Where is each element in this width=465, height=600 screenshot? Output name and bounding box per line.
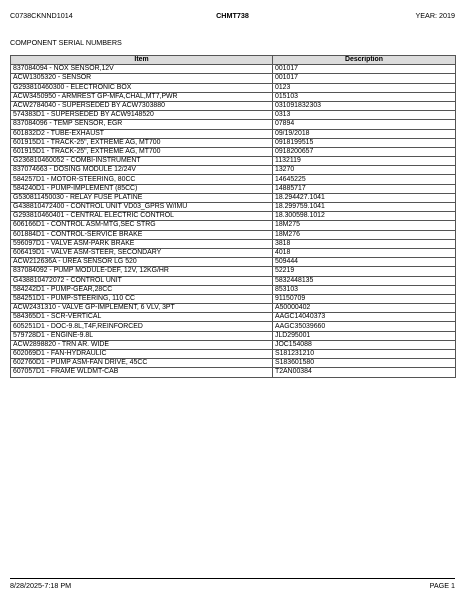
table-row (11, 285, 456, 294)
table-row (11, 350, 456, 359)
table-row (11, 322, 456, 331)
item-cell: 602069D1 - FAN-HYDRAULIC (11, 350, 273, 359)
item-cell: 584365D1 - SCR-VERTICAL (11, 313, 273, 322)
table-row (11, 368, 456, 377)
section-title: COMPONENT SERIAL NUMBERS (10, 38, 122, 47)
table-body (11, 65, 456, 377)
description-cell: 18.299759.1041 (273, 203, 456, 212)
description-cell: 853103 (273, 285, 456, 294)
table-row (11, 340, 456, 349)
item-cell: 584251D1 - PUMP-STEERING, 110 CC (11, 294, 273, 303)
description-cell: 18M275 (273, 221, 456, 230)
item-cell: ACW3450950 - ARMREST GP-MFA,CHAL,MT7,PWR (11, 92, 273, 101)
description-cell: 52219 (273, 267, 456, 276)
description-cell: 001017 (273, 65, 456, 74)
item-cell: 579728D1 - ENGINE-9.8L (11, 331, 273, 340)
table-row (11, 304, 456, 313)
description-cell: 09/19/2018 (273, 129, 456, 138)
description-cell: 14885717 (273, 184, 456, 193)
table-row (11, 267, 456, 276)
item-cell: ACW1305320 - SENSOR (11, 74, 273, 83)
item-cell: 596097D1 - VALVE ASM-PARK BRAKE (11, 239, 273, 248)
description-cell: S181231210 (273, 350, 456, 359)
table-row (11, 193, 456, 202)
item-cell: 606419D1 - VALVE ASM-STEER, SECONDARY (11, 248, 273, 257)
table-row (11, 313, 456, 322)
item-cell: 837084092 - PUMP MODULE-DEF, 12V, 12KG/HR (11, 267, 273, 276)
print-timestamp: 8/28/2025-7:18 PM (10, 581, 72, 590)
table-row (11, 101, 456, 110)
description-cell: JOC154088 (273, 340, 456, 349)
table-row (11, 239, 456, 248)
item-cell: G438810472400 - CONTROL UNIT VD03_GPRS W/IMU (11, 203, 273, 212)
item-cell: 837084094 - NOX SENSOR,12V (11, 65, 273, 74)
table-row (11, 175, 456, 184)
item-cell: G530811450030 - RELAY FUSE PLATINE (11, 193, 273, 202)
description-cell: A50000402 (273, 304, 456, 313)
item-cell: 574383D1 - SUPERSEDED BY ACW9148520 (11, 111, 273, 120)
item-cell: G293810460401 - CENTRAL ELECTRIC CONTROL (11, 212, 273, 221)
description-cell: 07894 (273, 120, 456, 129)
item-cell: 605251D1 - DOC-9.8L,T4F,REINFORCED (11, 322, 273, 331)
description-cell: AAGC14040373 (273, 313, 456, 322)
description-cell: T2AN00384 (273, 368, 456, 377)
description-cell: AAGC35039660 (273, 322, 456, 331)
table-row (11, 258, 456, 267)
table-header-row (11, 56, 456, 65)
component-serial-table (10, 55, 456, 378)
table-row (11, 184, 456, 193)
item-cell: 837074663 - DOSING MODULE 12/24V (11, 166, 273, 175)
table-row (11, 221, 456, 230)
description-cell: 18.300598.1012 (273, 212, 456, 221)
item-cell: G438810472072 - CONTROL UNIT (11, 276, 273, 285)
description-cell: 0313 (273, 111, 456, 120)
description-cell: 18M276 (273, 230, 456, 239)
item-cell: ACW2898820 - TRN AR. WIDE (11, 340, 273, 349)
table-row (11, 65, 456, 74)
item-cell: 601915D1 - TRACK-25", EXTREME AG, MT700 (11, 138, 273, 147)
item-cell: 601915D1 - TRACK-25", EXTREME AG, MT700 (11, 147, 273, 156)
item-cell: G236810460052 - COMBI-INSTRUMENT (11, 157, 273, 166)
description-cell: 1132119 (273, 157, 456, 166)
item-cell: 837084096 - TEMP SENSOR, EGR (11, 120, 273, 129)
description-cell: 031091832303 (273, 101, 456, 110)
item-cell: ACW2784040 - SUPERSEDED BY ACW7303880 (11, 101, 273, 110)
item-cell: G293810460300 - ELECTRONIC BOX (11, 83, 273, 92)
description-cell: 0918200657 (273, 147, 456, 156)
description-cell: 14645225 (273, 175, 456, 184)
table-row (11, 276, 456, 285)
column-header-item: Item (11, 56, 273, 65)
page-number: PAGE 1 (429, 581, 455, 590)
document-code: CHMT738 (216, 11, 249, 20)
table-row (11, 83, 456, 92)
description-cell: 509444 (273, 258, 456, 267)
table-row (11, 129, 456, 138)
serial-number: C0738CKNND1014 (10, 11, 73, 20)
model-year: YEAR: 2019 (415, 11, 455, 20)
item-cell: 602760D1 - PUMP ASM-FAN DRIVE, 45CC (11, 359, 273, 368)
table-row (11, 359, 456, 368)
item-cell: ACW2431310 - VALVE GP-IMPLEMENT, 6 VLV, 3PT (11, 304, 273, 313)
table-row (11, 147, 456, 156)
table-row (11, 212, 456, 221)
description-cell: 13270 (273, 166, 456, 175)
item-cell: 584257D1 - MOTOR-STEERING, 80CC (11, 175, 273, 184)
item-cell: 607057D1 - FRAME WLDMT-CAB (11, 368, 273, 377)
item-cell: ACW212636A - UREA SENSOR LG 520 (11, 258, 273, 267)
column-header-description: Description (273, 56, 456, 65)
description-cell: 3818 (273, 239, 456, 248)
table-row (11, 111, 456, 120)
description-cell: 5832448135 (273, 276, 456, 285)
table-row (11, 294, 456, 303)
table-row (11, 230, 456, 239)
table-row (11, 248, 456, 257)
table-row (11, 203, 456, 212)
item-cell: 584242D1 - PUMP-GEAR,28CC (11, 285, 273, 294)
description-cell: 0918199515 (273, 138, 456, 147)
table-row (11, 138, 456, 147)
table-row (11, 157, 456, 166)
item-cell: 606166D1 - CONTROL ASM-MTG,SEC STRG (11, 221, 273, 230)
item-cell: 584240D1 - PUMP-IMPLEMENT (85CC) (11, 184, 273, 193)
component-table-container (10, 55, 455, 378)
footer-divider (10, 578, 455, 579)
description-cell: 001017 (273, 74, 456, 83)
table-row (11, 92, 456, 101)
table-row (11, 74, 456, 83)
item-cell: 601832D2 - TUBE-EXHAUST (11, 129, 273, 138)
table-row (11, 331, 456, 340)
description-cell: 18.294427.1041 (273, 193, 456, 202)
table-row (11, 120, 456, 129)
description-cell: 91150709 (273, 294, 456, 303)
table-row (11, 166, 456, 175)
description-cell: 4018 (273, 248, 456, 257)
item-cell: 601884D1 - CONTROL-SERVICE BRAKE (11, 230, 273, 239)
description-cell: 0123 (273, 83, 456, 92)
description-cell: S183601580 (273, 359, 456, 368)
description-cell: JLD295001 (273, 331, 456, 340)
description-cell: 015103 (273, 92, 456, 101)
